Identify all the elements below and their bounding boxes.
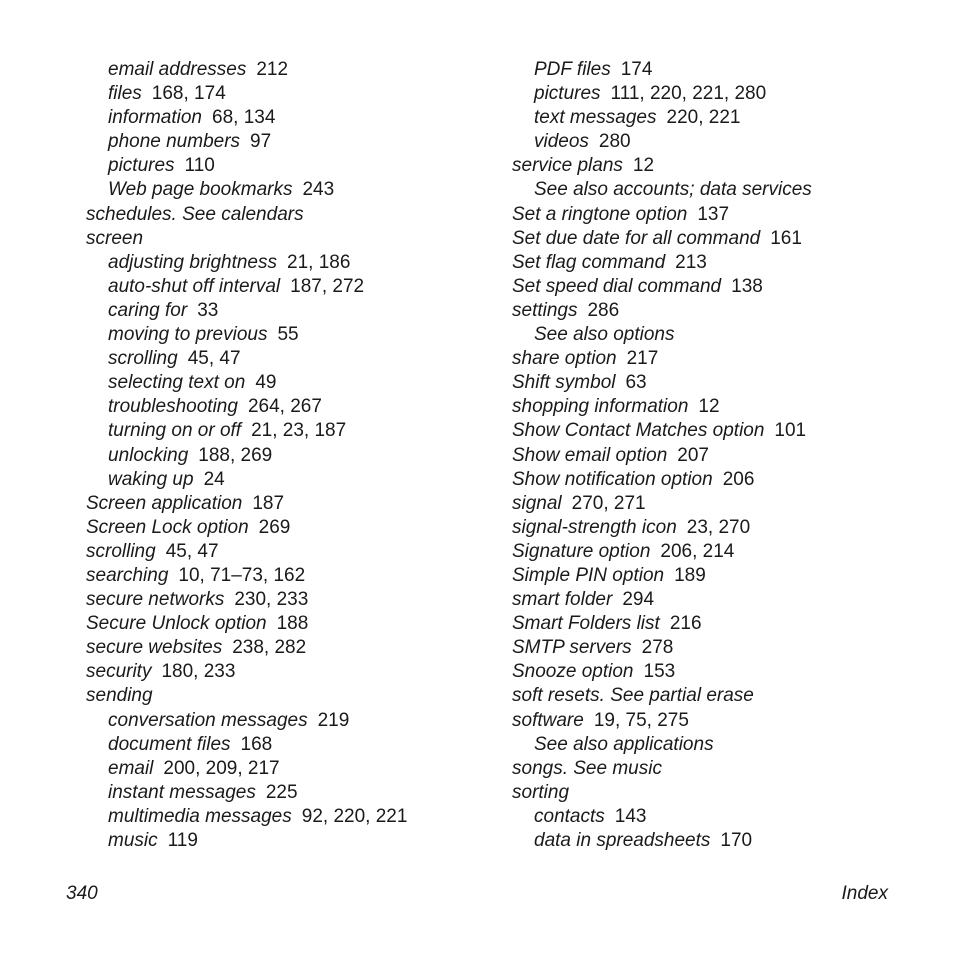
index-pages: 200, 209, 217 [163, 757, 280, 779]
index-term: signal [512, 492, 562, 514]
index-pages: 12 [632, 155, 655, 177]
index-pages: 217 [626, 348, 659, 370]
index-term: soft resets. See partial erase [512, 685, 754, 707]
index-entry [86, 419, 486, 443]
index-term: instant messages [108, 781, 256, 803]
index-pages: 213 [675, 251, 707, 273]
index-pages: 206 [722, 468, 755, 490]
index-term: See also accounts; data services [534, 179, 812, 201]
index-entry [512, 805, 932, 829]
index-pages: 24 [203, 468, 225, 490]
index-term: moving to previous [108, 324, 268, 346]
index-pages: 230, 233 [234, 589, 309, 611]
index-term: Set a ringtone option [512, 203, 688, 225]
index-term: Shift symbol [512, 372, 616, 394]
index-term: SMTP servers [512, 637, 632, 659]
index-pages: 97 [250, 131, 272, 153]
index-entry [512, 444, 932, 468]
index-entry [86, 540, 486, 564]
index-entry [86, 227, 486, 251]
index-entry [86, 636, 486, 660]
index-pages: 49 [255, 372, 277, 394]
index-term: schedules. See calendars [86, 203, 304, 225]
index-term: files [108, 83, 142, 105]
index-pages: 137 [697, 203, 730, 225]
index-term: sorting [512, 781, 570, 803]
index-entry [512, 347, 932, 371]
index-entry [86, 564, 486, 588]
index-pages: 207 [677, 444, 709, 466]
index-term: smart folder [512, 589, 613, 611]
index-entry [512, 516, 932, 540]
index-term: text messages [534, 107, 657, 129]
index-entry [512, 564, 932, 588]
index-pages: 153 [643, 661, 676, 683]
index-pages: 189 [674, 564, 706, 586]
index-term: screen [86, 227, 144, 249]
index-term: auto-shut off interval [108, 275, 281, 297]
index-entry [512, 227, 932, 251]
index-entry [86, 733, 486, 757]
index-pages: 180, 233 [161, 661, 236, 683]
index-entry [512, 733, 932, 757]
index-term: Secure Unlock option [86, 613, 267, 635]
index-pages: 10, 71–73, 162 [178, 564, 306, 586]
index-term: troubleshooting [108, 396, 238, 418]
index-pages: 119 [167, 830, 198, 851]
index-term: security [86, 661, 152, 683]
index-entry [512, 419, 932, 443]
index-pages: 33 [197, 299, 219, 321]
index-pages: 63 [625, 372, 647, 394]
index-term: software [512, 709, 584, 731]
index-pages: 21, 23, 187 [251, 420, 347, 442]
index-column-left [86, 58, 486, 853]
index-term: data in spreadsheets [534, 830, 711, 851]
section-name: Index [841, 883, 888, 904]
index-pages: 168, 174 [151, 83, 226, 105]
index-entry [512, 492, 932, 516]
index-entry [512, 684, 932, 708]
index-pages: 294 [622, 589, 655, 611]
index-entry [512, 468, 932, 492]
index-pages: 143 [614, 805, 647, 827]
index-term: share option [512, 348, 617, 370]
index-term: phone numbers [108, 131, 241, 153]
index-term: Screen Lock option [86, 516, 249, 538]
index-pages: 264, 267 [247, 396, 322, 418]
index-term: service plans [512, 155, 623, 177]
index-entry [86, 323, 486, 347]
index-pages: 110 [184, 155, 215, 177]
index-entry [86, 299, 486, 323]
index-entry [512, 58, 932, 82]
index-entry [512, 588, 932, 612]
index-term: songs. See music [512, 757, 662, 779]
index-pages: 286 [587, 299, 620, 321]
index-entry [86, 347, 486, 371]
index-term: See also applications [534, 733, 714, 755]
index-entry [512, 540, 932, 564]
index-pages: 45, 47 [165, 540, 219, 562]
index-pages: 55 [277, 324, 299, 346]
index-entry [512, 82, 932, 106]
index-term: information [108, 107, 202, 129]
index-pages: 220, 221 [666, 107, 741, 129]
index-term: contacts [534, 805, 605, 827]
index-term: selecting text on [108, 372, 246, 394]
index-term: Show email option [512, 444, 668, 466]
index-entry [86, 371, 486, 395]
index-term: email addresses [108, 59, 247, 80]
index-entry [86, 203, 486, 227]
index-term: turning on or off [108, 420, 242, 442]
index-entry [512, 395, 932, 419]
index-term: searching [86, 564, 169, 586]
index-pages: 111, 220, 221, 280 [610, 83, 767, 105]
index-term: shopping information [512, 396, 689, 418]
index-pages: 206, 214 [660, 540, 735, 562]
index-term: Simple PIN option [512, 564, 665, 586]
index-entry [512, 130, 932, 154]
index-entry [86, 130, 486, 154]
index-term: pictures [108, 155, 175, 177]
index-pages: 225 [265, 781, 298, 803]
index-term: scrolling [108, 348, 178, 370]
index-term: sending [86, 685, 153, 707]
index-pages: 174 [620, 59, 653, 80]
index-entry [86, 154, 486, 178]
index-pages: 12 [698, 396, 720, 418]
index-entry [512, 178, 932, 202]
index-entry [86, 251, 486, 275]
index-term: PDF files [534, 59, 611, 80]
index-term: unlocking [108, 444, 189, 466]
index-pages: 138 [731, 275, 763, 297]
index-term: waking up [108, 468, 194, 490]
index-pages: 188, 269 [198, 444, 273, 466]
index-entry [86, 709, 486, 733]
index-term: secure networks [86, 589, 225, 611]
index-pages: 19, 75, 275 [593, 709, 689, 731]
index-term: Snooze option [512, 661, 634, 683]
index-pages: 168 [240, 733, 273, 755]
index-term: Show Contact Matches option [512, 420, 765, 442]
index-term: Set due date for all command [512, 227, 761, 249]
index-entry [512, 829, 932, 853]
index-term: pictures [534, 83, 601, 105]
index-entry [86, 829, 486, 853]
index-term: caring for [108, 299, 188, 321]
page-number: 340 [66, 883, 98, 904]
index-pages: 188 [276, 613, 309, 635]
index-pages: 270, 271 [571, 492, 646, 514]
index-pages: 269 [258, 516, 291, 538]
index-term: Signature option [512, 540, 651, 562]
index-entry [86, 805, 486, 829]
index-entry [86, 684, 486, 708]
index-entry [86, 106, 486, 130]
index-entry [86, 468, 486, 492]
index-entry [512, 323, 932, 347]
index-column-right [512, 58, 932, 853]
index-pages: 21, 186 [287, 251, 351, 273]
index-term: videos [534, 131, 589, 153]
index-term: document files [108, 733, 231, 755]
index-entry [86, 58, 486, 82]
index-entry [86, 588, 486, 612]
index-pages: 216 [669, 613, 702, 635]
index-entry [512, 612, 932, 636]
index-term: email [108, 757, 154, 779]
index-term: adjusting brightness [108, 251, 277, 273]
index-entry [512, 106, 932, 130]
index-entry [512, 371, 932, 395]
index-pages: 212 [256, 59, 289, 80]
index-pages: 101 [774, 420, 807, 442]
index-term: scrolling [86, 540, 156, 562]
index-pages: 187, 272 [290, 275, 365, 297]
index-entry [512, 299, 932, 323]
index-term: Set speed dial command [512, 275, 722, 297]
index-entry [86, 492, 486, 516]
index-entry [512, 781, 932, 805]
index-pages: 278 [641, 637, 674, 659]
index-term: settings [512, 299, 578, 321]
index-entry [512, 154, 932, 178]
index-term: music [108, 830, 158, 851]
index-term: conversation messages [108, 709, 308, 731]
index-term: Smart Folders list [512, 613, 660, 635]
index-pages: 280 [598, 131, 631, 153]
index-pages: 243 [302, 179, 335, 201]
index-pages: 238, 282 [232, 637, 307, 659]
index-pages: 68, 134 [212, 107, 276, 129]
index-pages: 161 [770, 227, 802, 249]
index-entry [86, 516, 486, 540]
index-entry [86, 82, 486, 106]
index-pages: 92, 220, 221 [301, 805, 408, 827]
index-pages: 23, 270 [686, 516, 751, 538]
index-term: signal-strength icon [512, 516, 677, 538]
index-entry [86, 275, 486, 299]
index-entry [86, 444, 486, 468]
index-term: Show notification option [512, 468, 713, 490]
index-entry [512, 251, 932, 275]
index-pages: 187 [252, 492, 285, 514]
index-term: See also options [534, 324, 675, 346]
index-pages: 170 [720, 830, 753, 851]
index-entry [512, 757, 932, 781]
index-entry [512, 660, 932, 684]
index-pages: 45, 47 [187, 348, 241, 370]
index-term: secure websites [86, 637, 223, 659]
index-term: Web page bookmarks [108, 179, 293, 201]
index-term: Screen application [86, 492, 243, 514]
index-entry [512, 636, 932, 660]
index-entry [86, 395, 486, 419]
index-entry [86, 660, 486, 684]
index-pages: 219 [317, 709, 350, 731]
index-entry [86, 612, 486, 636]
index-entry [512, 275, 932, 299]
index-term: Set flag command [512, 251, 666, 273]
index-term: multimedia messages [108, 805, 292, 827]
index-entry [86, 178, 486, 202]
index-entry [512, 709, 932, 733]
index-entry [86, 781, 486, 805]
index-entry [86, 757, 486, 781]
index-entry [512, 203, 932, 227]
